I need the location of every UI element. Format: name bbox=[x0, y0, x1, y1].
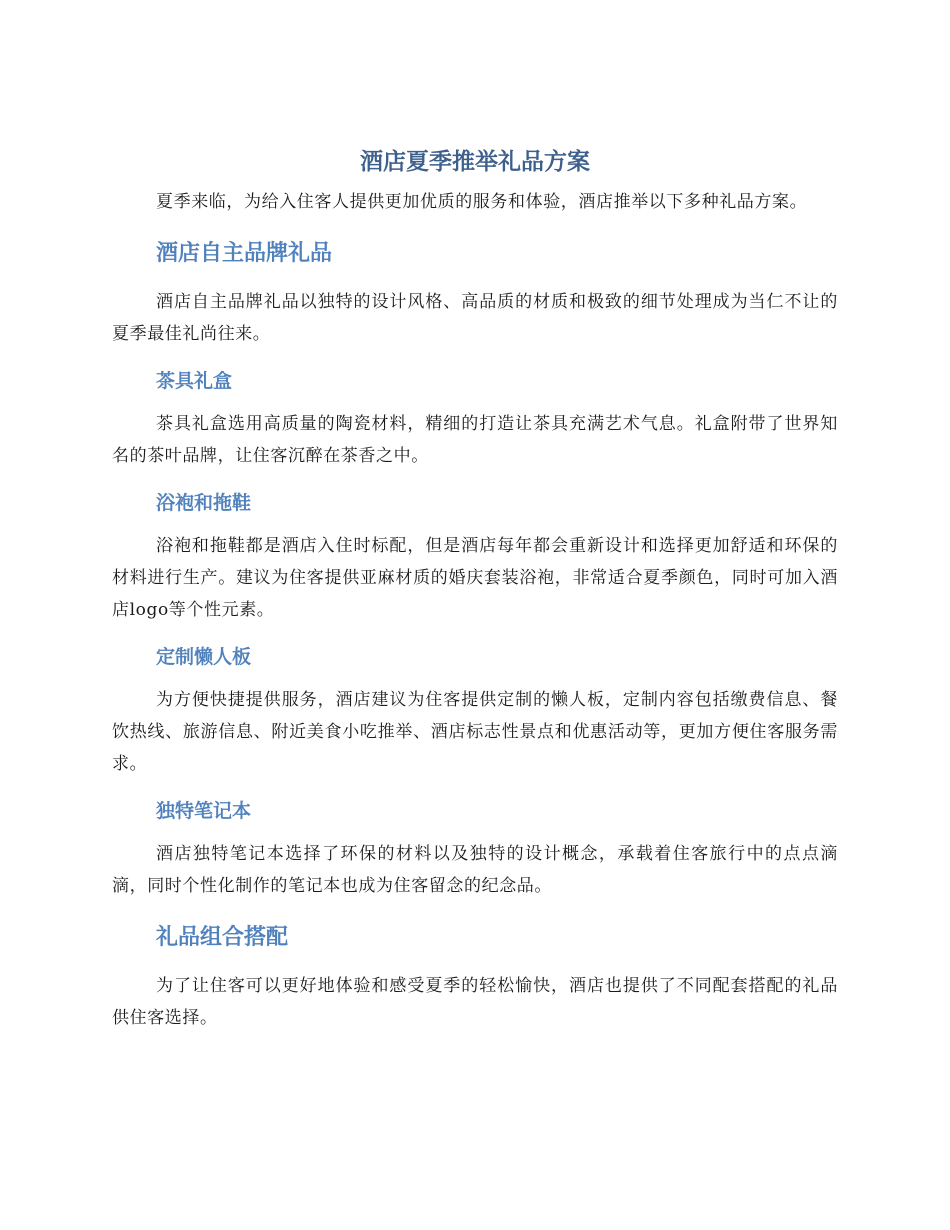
document-page bbox=[112, 140, 838, 1034]
subsection-paragraph-custom-board: 为方便快捷提供服务，酒店建议为住客提供定制的懒人板，定制内容包括缴费信息、餐饮热线、旅游信息、附近美食小吃推举、酒店标志性景点和优惠活动等，更加方便住客服务需求。 bbox=[112, 690, 838, 774]
section-heading-own-brand-gifts: 酒店自主品牌礼品 bbox=[156, 241, 333, 266]
subsection-paragraph-bathrobe-slippers: 浴袍和拖鞋都是酒店入住时标配，但是酒店每年都会重新设计和选择更加舒适和环保的材料进行生产。建议为住客提供亚麻材质的婚庆套装浴袍，非常适合夏季颜色，同时可加入酒店logo等个性元素。 bbox=[112, 536, 838, 620]
document-title: 酒店夏季推举礼品方案 bbox=[360, 149, 590, 175]
subsection-paragraph-notebook: 酒店独特笔记本选择了环保的材料以及独特的设计概念，承载着住客旅行中的点点滴滴，同时个性化制作的笔记本也成为住客留念的纪念品。 bbox=[112, 844, 838, 896]
section-paragraph-own-brand-gifts: 酒店自主品牌礼品以独特的设计风格、高品质的材质和极致的细节处理成为当仁不让的夏季最佳礼尚往来。 bbox=[112, 292, 838, 344]
section-paragraph-gift-combinations: 为了让住客可以更好地体验和感受夏季的轻松愉快，酒店也提供了不同配套搭配的礼品供住客选择。 bbox=[112, 976, 838, 1028]
subsection-heading-tea-set: 茶具礼盒 bbox=[156, 370, 233, 392]
subsection-heading-bathrobe-slippers: 浴袍和拖鞋 bbox=[156, 492, 252, 514]
subsection-heading-notebook: 独特笔记本 bbox=[156, 800, 252, 822]
section-heading-gift-combinations: 礼品组合搭配 bbox=[156, 925, 289, 950]
subsection-paragraph-tea-set: 茶具礼盒选用高质量的陶瓷材料，精细的打造让茶具充满艺术气息。礼盒附带了世界知名的茶叶品牌，让住客沉醉在茶香之中。 bbox=[112, 414, 838, 466]
subsection-heading-custom-board: 定制懒人板 bbox=[156, 646, 252, 668]
intro-paragraph: 夏季来临，为给入住客人提供更加优质的服务和体验，酒店推举以下多种礼品方案。 bbox=[156, 192, 808, 212]
